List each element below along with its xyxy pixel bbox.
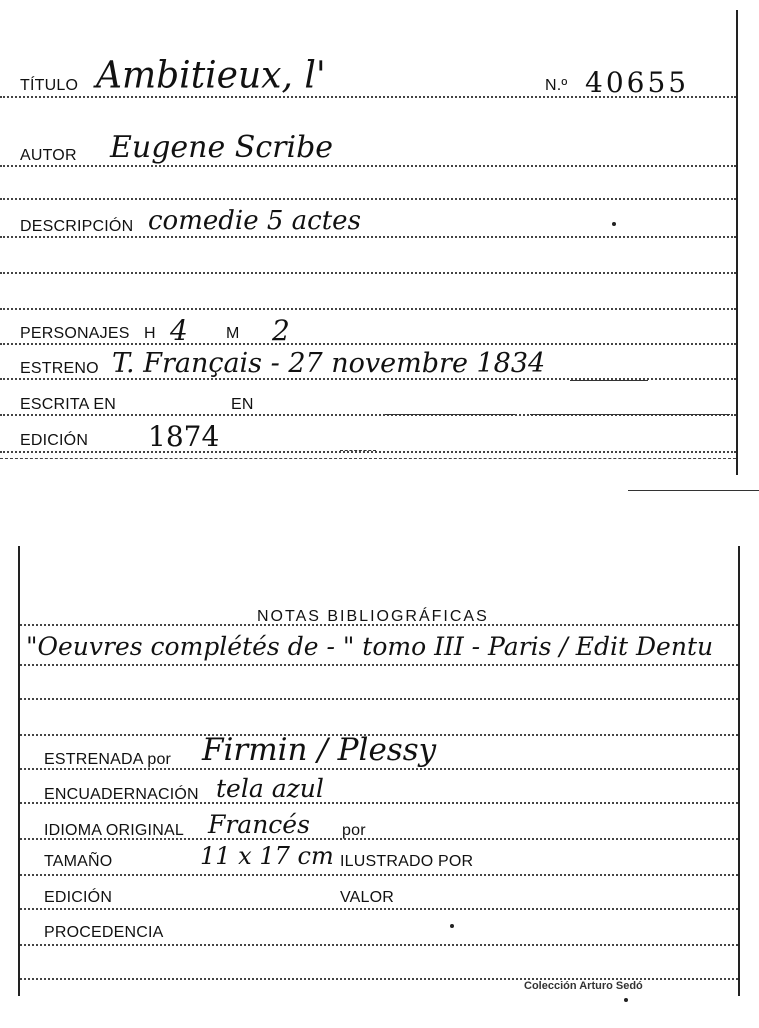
ruled-line [20,874,738,876]
edicion-label-2: EDICIÓN [44,889,113,906]
card-edge [628,490,759,491]
ruled-line [20,698,738,700]
autor-value: Eugene Scribe [110,130,334,165]
ruled-line [0,165,736,167]
titulo-value: Ambitieux, l' [96,53,326,97]
ilustrado-label: ILUSTRADO POR [340,853,474,870]
procedencia-label: PROCEDENCIA [44,924,164,941]
edicion-blank [340,450,376,451]
edicion-label: EDICIÓN [20,432,89,449]
ruled-line [0,198,736,200]
descripcion-label: DESCRIPCIÓN [20,218,134,235]
notas-value: "Oeuvres complétés de - " tomo III - Paris / Edit Dentu [26,632,714,661]
escrita-blank [385,414,515,415]
numero-value: 40655 [585,66,690,99]
encuadernacion-label: ENCUADERNACIÓN [44,786,199,803]
numero-label: N.º [545,77,568,94]
tamano-value: 11 x 17 cm [200,842,334,870]
estrenada-label: ESTRENADA por [44,751,172,768]
card-tear-line [0,458,736,459]
ink-dot [624,998,628,1002]
ruled-line [20,944,738,946]
h-label: H [144,325,156,342]
autor-label: AUTOR [20,147,77,164]
ruled-line [0,236,736,238]
estreno-blank [570,380,648,381]
idioma-label: IDIOMA ORIGINAL [44,822,184,839]
personajes-label: PERSONAJES [20,325,130,342]
m-value: 2 [272,314,290,347]
ink-dot [612,222,616,226]
ruled-line [0,308,736,310]
por-label: por [342,822,366,839]
ruled-line [0,272,736,274]
valor-label: VALOR [340,889,395,906]
notas-heading: NOTAS BIBLIOGRÁFICAS [257,608,489,625]
encuadernacion-value: tela azul [216,774,324,803]
h-value: 4 [170,314,188,347]
ruled-line [20,664,738,666]
descripcion-value: comedie 5 actes [148,206,361,236]
coleccion-stamp: Colección Arturo Sedó [524,980,643,992]
catalog-card-top [0,10,738,475]
ruled-line [0,343,736,345]
escrita-label: ESCRITA EN [20,396,116,413]
en-label: EN [231,396,254,413]
ruled-line [20,908,738,910]
estrenada-value: Firmin / Plessy [202,732,437,768]
m-label: M [226,325,240,342]
tamano-label: TAMAÑO [44,853,113,870]
estreno-label: ESTRENO [20,360,99,377]
idioma-value: Francés [208,810,310,839]
ruled-line [0,451,736,453]
edicion-value: 1874 [148,420,220,453]
estreno-value: T. Français - 27 novembre 1834 [112,348,546,379]
catalog-card-bottom [18,546,740,996]
titulo-label: TÍTULO [20,77,79,94]
ink-dot [450,924,454,928]
en-blank [530,414,730,415]
